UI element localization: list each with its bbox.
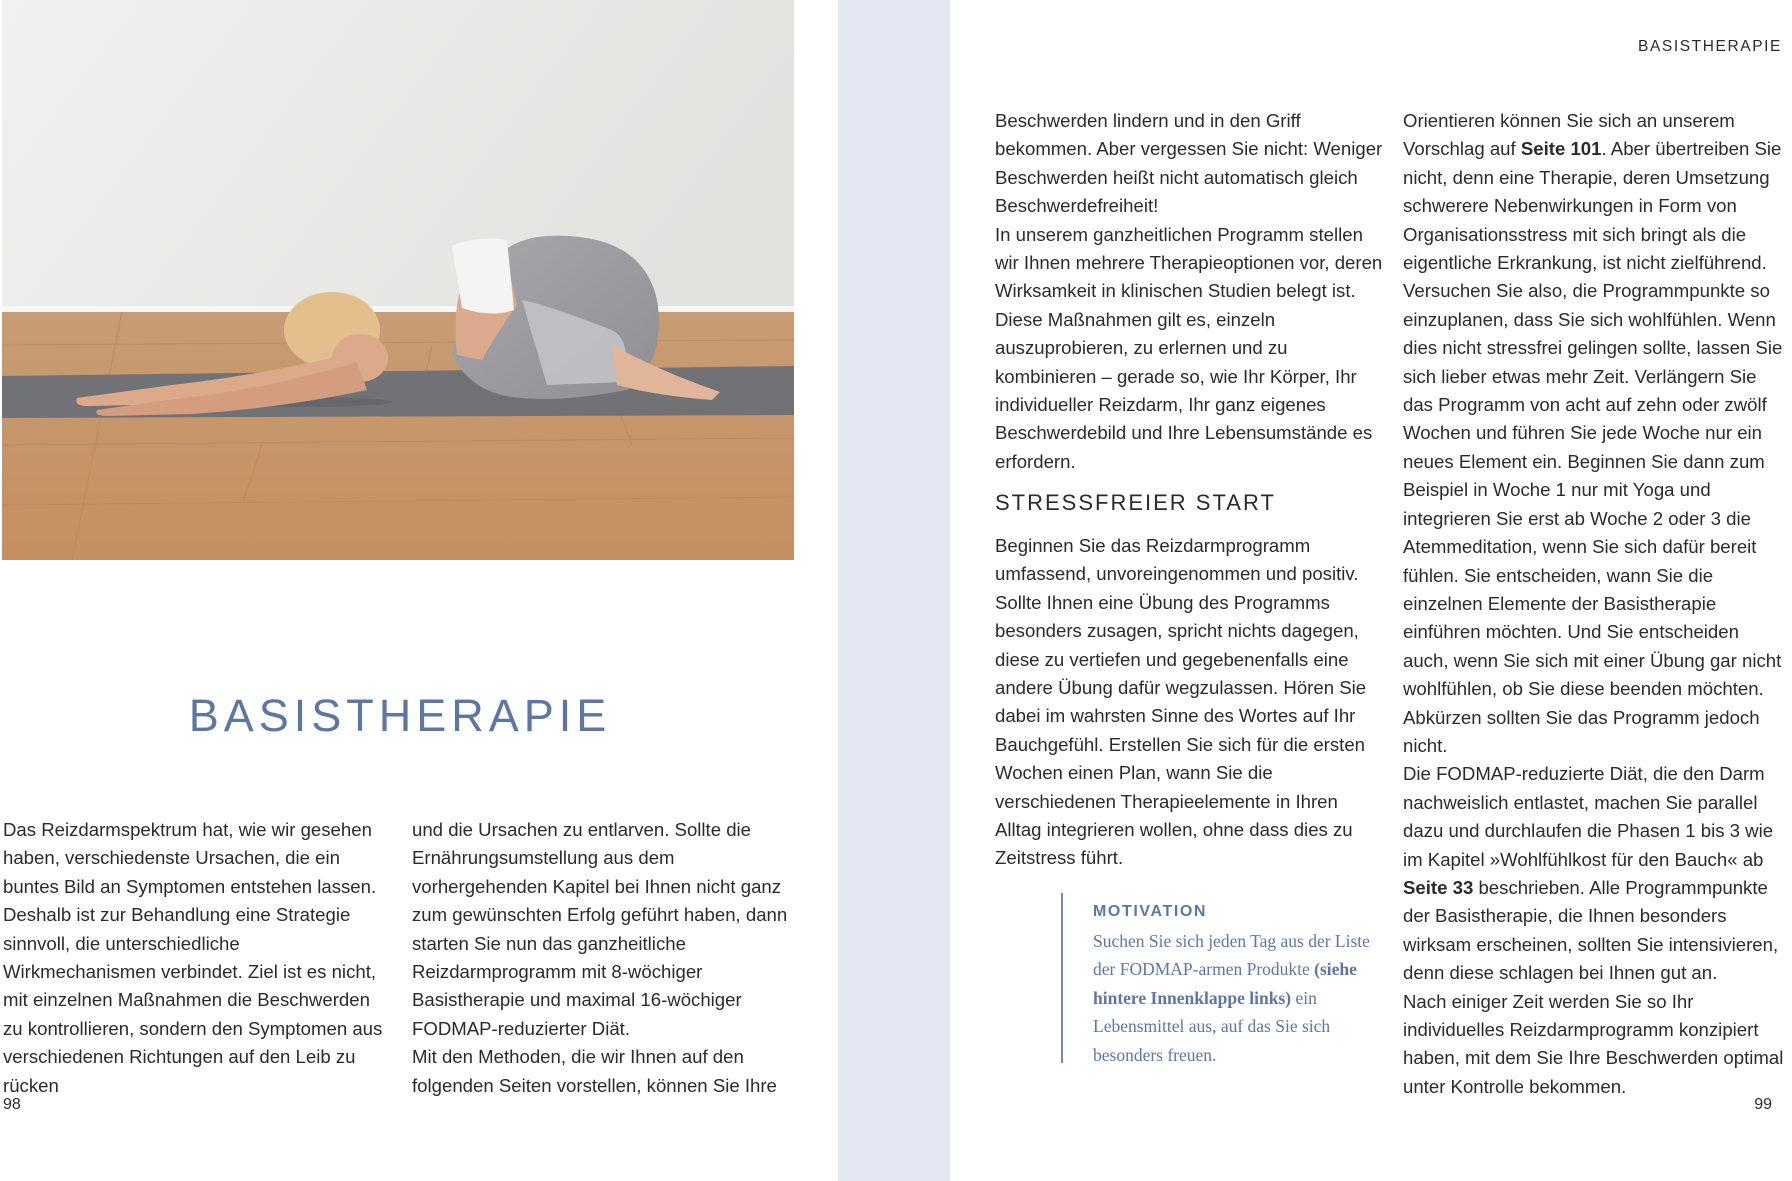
paragraph bbox=[1403, 760, 1788, 987]
motivation-text-part: Suchen Sie sich jeden Tag aus der Liste der FODMAP-armen Produkte bbox=[1093, 931, 1370, 980]
motivation-text bbox=[1093, 927, 1383, 1069]
chapter-title: BASISTHERAPIE bbox=[188, 690, 612, 742]
right-column-2 bbox=[1403, 107, 1788, 1101]
left-column-1 bbox=[3, 816, 393, 1100]
page-number-left: 98 bbox=[3, 1096, 21, 1113]
section-body bbox=[995, 532, 1385, 873]
section-heading: STRESSFREIER START bbox=[995, 490, 1276, 515]
gutter-band bbox=[838, 0, 950, 1181]
left-column-2 bbox=[412, 816, 804, 1100]
motivation-label: MOTIVATION bbox=[1093, 903, 1208, 920]
motivation-reference: (siehe hintere Innenklappe links) bbox=[1093, 959, 1357, 1008]
running-head: BASISTHERAPIE bbox=[1638, 38, 1782, 55]
paragraph: Beginnen Sie das Reizdarmprogramm umfassend, unvoreingenommen und positiv. Sollte Ihnen eine Übung des Programms besonders zusagen, spricht nichts dagegen, diese zu vertiefen und gegebenenfalls eine andere Übung dafür wegzulassen. Hören Sie dabei im wahrsten Sinne des Wortes auf Ihr Bauchgefühl. Erstellen Sie sich für die ersten Wochen einen Plan, wann Sie die verschiedenen Therapieelemente in Ihren Alltag integrieren wollen, ohne dass dies zu Zeitstress führt. bbox=[995, 535, 1367, 869]
text-span: Die FODMAP-reduzierte Diät, die den Darm nachweislich entlastet, machen Sie parallel dazu und durchlaufen die Phasen 1 bis 3 wie im Kapitel »Wohlfühlkost für den Bauch« ab bbox=[1403, 763, 1774, 870]
text-span: . Aber übertreiben Sie nicht, denn eine Therapie, deren Umsetzung schwerere Nebenwirkungen in Form von Organisationsstress mit sich bringt als die eigentliche Erkrankung, ist nicht zielführend. Versuchen Sie also, die Programmpunkte so einzuplanen, dass Sie sich wohlfühlen. Wenn dies nicht stressfrei gelingen sollte, lassen Sie sich lieber etwas mehr Zeit. Verlängern Sie das Programm von acht auf zehn oder zwölf Wochen und führen Sie jede Woche nur ein neues Element ein. Beginnen Sie dann zum Beispiel in Woche 1 nur mit Yoga und integrieren Sie erst ab Woche 2 oder 3 die Atemmeditation, wenn Sie sich dafür bereit fühlen. Sie entscheiden, wann Sie die einzelnen Elemente der Basistherapie einführen möchten. Und Sie entscheiden auch, wenn Sie sich mit einer Übung gar nicht wohlfühlen, ob Sie diese beenden möchten. Abkürzen sollten Sie das Programm jedoch nicht. bbox=[1403, 138, 1783, 756]
motivation-text-part: ein Lebensmittel aus, auf das Sie sich besonders freuen. bbox=[1093, 987, 1331, 1065]
motivation-box bbox=[1061, 893, 1383, 1063]
right-column-1 bbox=[995, 107, 1385, 476]
paragraph: Nach einiger Zeit werden Sie so Ihr individuelles Reizdarmprogramm konzipiert haben, mit dem Sie Ihre Beschwerden optimal unter Kontrolle bekommen. bbox=[1403, 990, 1784, 1097]
text-span: beschrieben. Alle Programmpunkte der Basistherapie, die Ihnen besonders wirksam erscheinen, sollten Sie intensivieren, denn diese schlagen bei Ihnen gut an. bbox=[1403, 876, 1779, 984]
page-number-right: 99 bbox=[1754, 1096, 1772, 1113]
paragraph: In unserem ganzheitlichen Programm stellen wir Ihnen mehrere Therapieoptionen vor, deren Wirksamkeit in klinischen Studien belegt ist. Diese Maßnahmen gilt es, einzeln auszuprobieren, zu erlernen und zu kombinieren – gerade so, wie Ihr Körper, Ihr individueller Reizdarm, Ihr ganz eigenes Beschwerdebild und Ihre Lebensumstände es erfordern. bbox=[995, 223, 1383, 472]
text-span: Orientieren können Sie sich an unserem Vorschlag auf bbox=[1403, 110, 1735, 160]
yoga-childs-pose-photo bbox=[2, 0, 794, 560]
paragraph: Mit den Methoden, die wir Ihnen auf den folgenden Seiten vorstellen, können Sie Ihre bbox=[412, 1046, 777, 1096]
paragraph: Das Reizdarmspektrum hat, wie wir gesehen haben, verschiedenste Ursachen, die ein buntes Bild an Symptomen entstehen lassen. Deshalb ist zur Behandlung eine Strategie sinnvoll, die unterschiedliche Wirkmechanismen verbindet. Ziel ist es nicht, mit einzelnen Maßnahmen die Beschwerden zu kontrollieren, sondern den Symptomen aus verschiedenen Richtungen auf den Leib zu rücken bbox=[3, 819, 383, 1096]
paragraph: und die Ursachen zu entlarven. Sollte die Ernährungsumstellung aus dem vorhergehenden Kapitel bei Ihnen nicht ganz zum gewünschten Erfolg geführt haben, dann starten Sie nun das ganzheitliche Reizdarmprogramm mit 8-wöchiger Basistherapie und maximal 16-wöchiger FODMAP-reduzierter Diät. bbox=[412, 819, 788, 1039]
page-reference-33[interactable]: Seite 33 bbox=[1403, 876, 1474, 898]
page-reference-101[interactable]: Seite 101 bbox=[1520, 138, 1602, 160]
right-page bbox=[950, 0, 1792, 1181]
paragraph: Beschwerden lindern und in den Griff bekommen. Aber vergessen Sie nicht: Weniger Beschwerden heißt nicht automatisch gleich Beschwerdefreiheit! bbox=[995, 110, 1383, 217]
paragraph bbox=[1403, 107, 1788, 760]
left-page bbox=[0, 0, 838, 1181]
